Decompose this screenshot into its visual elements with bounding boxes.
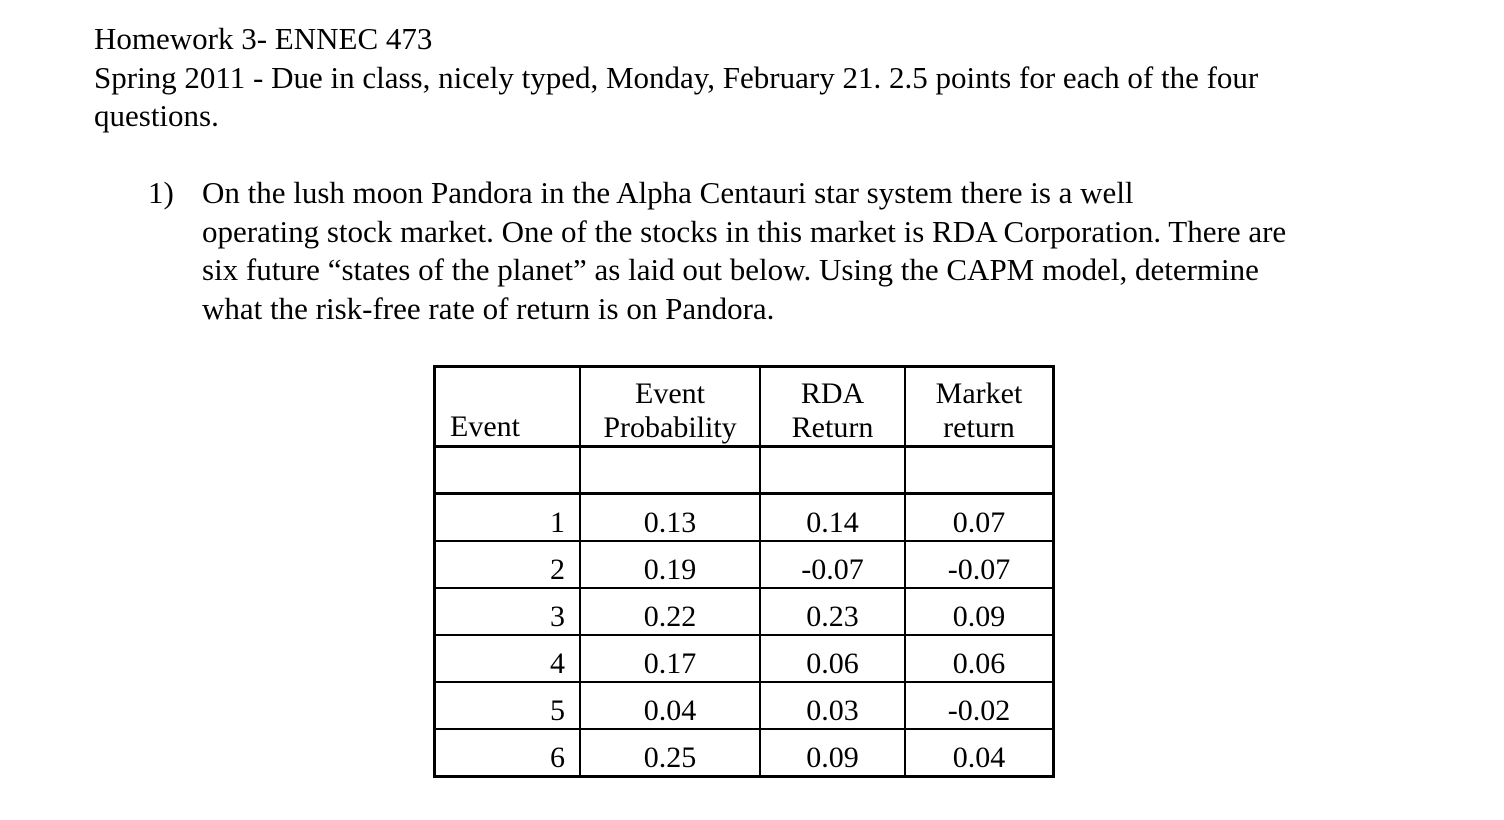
rda-return-cell: 0.03 xyxy=(760,682,905,729)
question-line: six future “states of the planet” as laid out below. Using the CAPM model, determine xyxy=(202,252,1259,287)
probability-cell: 0.22 xyxy=(580,588,760,635)
table-row xyxy=(435,682,1054,729)
table-row xyxy=(435,729,1054,777)
probability-cell: 0.13 xyxy=(580,494,760,542)
market-return-cell: -0.02 xyxy=(905,682,1054,729)
table-row xyxy=(435,635,1054,682)
table-row xyxy=(435,494,1054,542)
question-number: 1) xyxy=(148,175,174,210)
rda-return-cell: 0.09 xyxy=(760,729,905,777)
rda-return-cell: 0.23 xyxy=(760,588,905,635)
question-line: operating stock market. One of the stocks in this market is RDA Corporation. There are xyxy=(202,213,1287,249)
header-market-return: Market return xyxy=(905,367,1054,447)
market-return-cell: 0.09 xyxy=(905,588,1054,635)
header-event: Event xyxy=(435,367,581,447)
question-line: On the lush moon Pandora in the Alpha Centauri star system there is a well xyxy=(202,175,1134,210)
probability-cell: 0.25 xyxy=(580,729,760,777)
table-header-row xyxy=(435,367,1054,447)
header-event-probability: Event Probability xyxy=(580,367,760,447)
market-return-cell: 0.07 xyxy=(905,494,1054,542)
rda-return-cell: 0.06 xyxy=(760,635,905,682)
table-row xyxy=(435,541,1054,588)
event-cell: 5 xyxy=(435,682,581,729)
market-return-cell: 0.06 xyxy=(905,635,1054,682)
probability-cell: 0.17 xyxy=(580,635,760,682)
table-row xyxy=(435,588,1054,635)
question-text xyxy=(202,174,1402,328)
market-return-cell: -0.07 xyxy=(905,541,1054,588)
table-blank-row xyxy=(435,447,1054,494)
event-cell: 2 xyxy=(435,541,581,588)
market-return-cell: 0.04 xyxy=(905,729,1054,777)
header-rda-return: RDA Return xyxy=(760,367,905,447)
question-line: what the risk-free rate of return is on Pandora. xyxy=(202,290,775,326)
due-info-continued: questions. xyxy=(94,98,219,133)
course-title: Homework 3- ENNEC 473 xyxy=(94,21,433,56)
probability-cell: 0.04 xyxy=(580,682,760,729)
due-info: Spring 2011 - Due in class, nicely typed, Monday, February 21. 2.5 points for each of the four xyxy=(94,59,1259,95)
event-cell: 3 xyxy=(435,588,581,635)
event-cell: 1 xyxy=(435,494,581,542)
states-table xyxy=(433,365,1055,778)
probability-cell: 0.19 xyxy=(580,541,760,588)
document-header xyxy=(94,20,1394,136)
event-cell: 4 xyxy=(435,635,581,682)
rda-return-cell: 0.14 xyxy=(760,494,905,542)
rda-return-cell: -0.07 xyxy=(760,541,905,588)
event-cell: 6 xyxy=(435,729,581,777)
